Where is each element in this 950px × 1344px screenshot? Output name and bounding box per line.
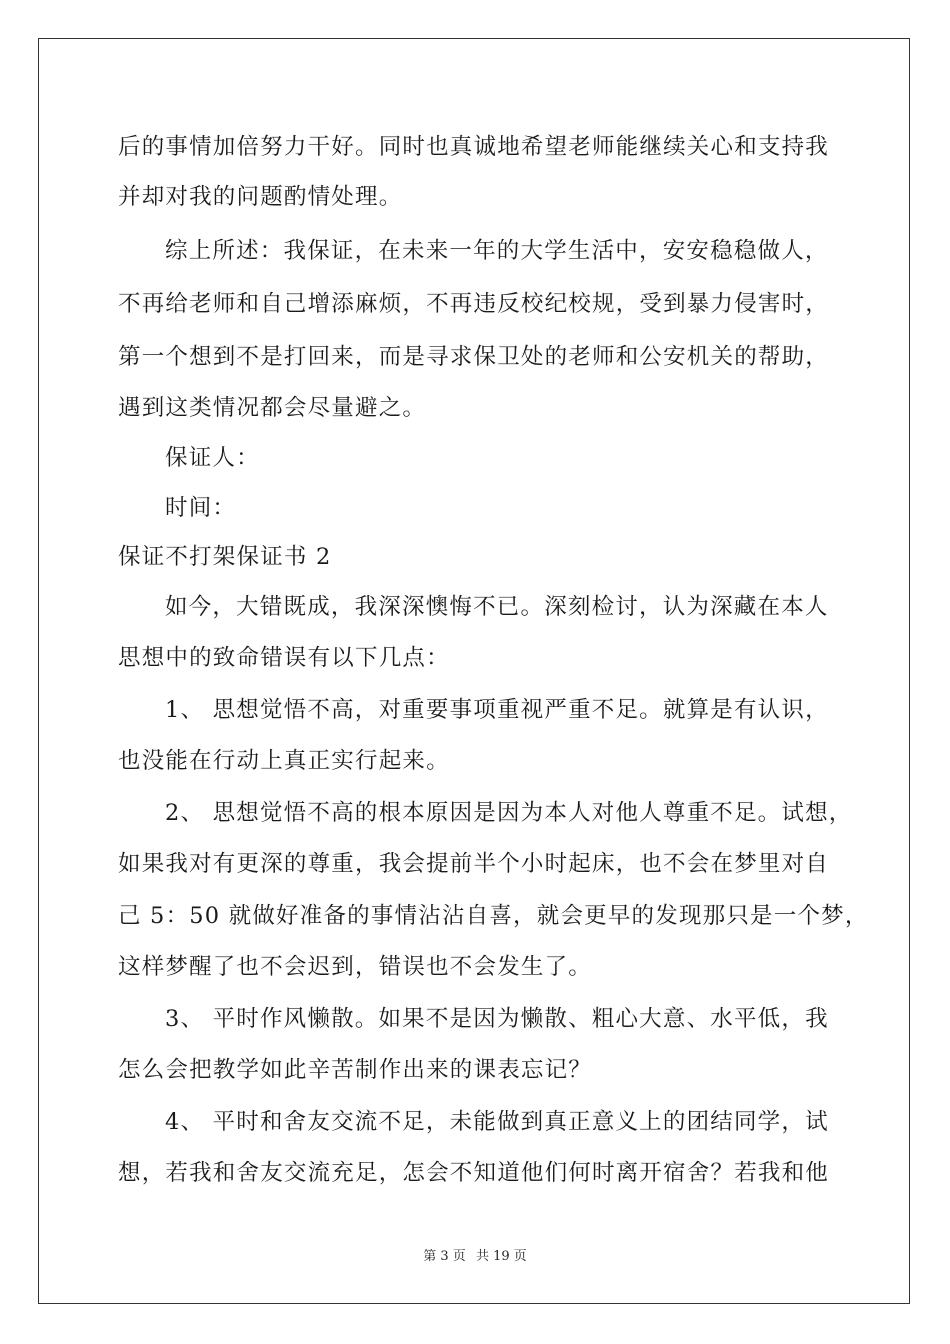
text-line: 思想中的致命错误有以下几点： <box>118 645 450 671</box>
text-line: 4、 平时和舍友交流不足，未能做到真正意义上的团结同学，试 <box>165 1109 829 1135</box>
text-line: 综上所述：我保证，在未来一年的大学生活中，安安稳稳做人， <box>165 238 829 264</box>
text-line: 如果我对有更深的尊重，我会提前半个小时起床，也不会在梦里对自 <box>118 851 830 877</box>
text-line: 并却对我的问题酌情处理。 <box>118 184 403 210</box>
text-line: 怎么会把教学如此辛苦制作出来的课表忘记？ <box>118 1057 593 1083</box>
page-total: 共 19 页 <box>475 1249 527 1264</box>
page-footer <box>0 1245 950 1264</box>
text-line: 后的事情加倍努力干好。同时也真诚地希望老师能继续关心和支持我 <box>118 134 830 160</box>
text-line: 1、 思想觉悟不高，对重要事项重视严重不足。就算是有认识， <box>165 697 829 723</box>
text-line: 时间： <box>165 495 237 521</box>
text-line: 如今，大错既成，我深深懊悔不已。深刻检讨，认为深藏在本人 <box>165 594 829 620</box>
section-heading: 保证不打架保证书 2 <box>118 544 332 570</box>
text-line: 遇到这类情况都会尽量避之。 <box>118 395 427 421</box>
page-number: 第 3 页 <box>423 1249 466 1264</box>
text-line: 保证人： <box>165 445 260 471</box>
text-line: 这样梦醒了也不会迟到，错误也不会发生了。 <box>118 954 593 980</box>
text-line: 2、 思想觉悟不高的根本原因是因为本人对他人尊重不足。试想， <box>165 800 853 826</box>
text-line: 第一个想到不是打回来，而是寻求保卫处的老师和公安机关的帮助， <box>118 344 830 370</box>
text-line: 己 5：50 就做好准备的事情沾沾自喜，就会更早的发现那只是一个梦， <box>118 903 869 929</box>
text-line: 想，若我和舍友交流充足，怎会不知道他们何时离开宿舍？若我和他 <box>118 1160 830 1186</box>
text-line: 3、 平时作风懒散。如果不是因为懒散、粗心大意、水平低，我 <box>165 1006 829 1032</box>
text-line: 不再给老师和自己增添麻烦，不再违反校纪校规，受到暴力侵害时， <box>118 291 830 317</box>
text-line: 也没能在行动上真正实行起来。 <box>118 748 450 774</box>
